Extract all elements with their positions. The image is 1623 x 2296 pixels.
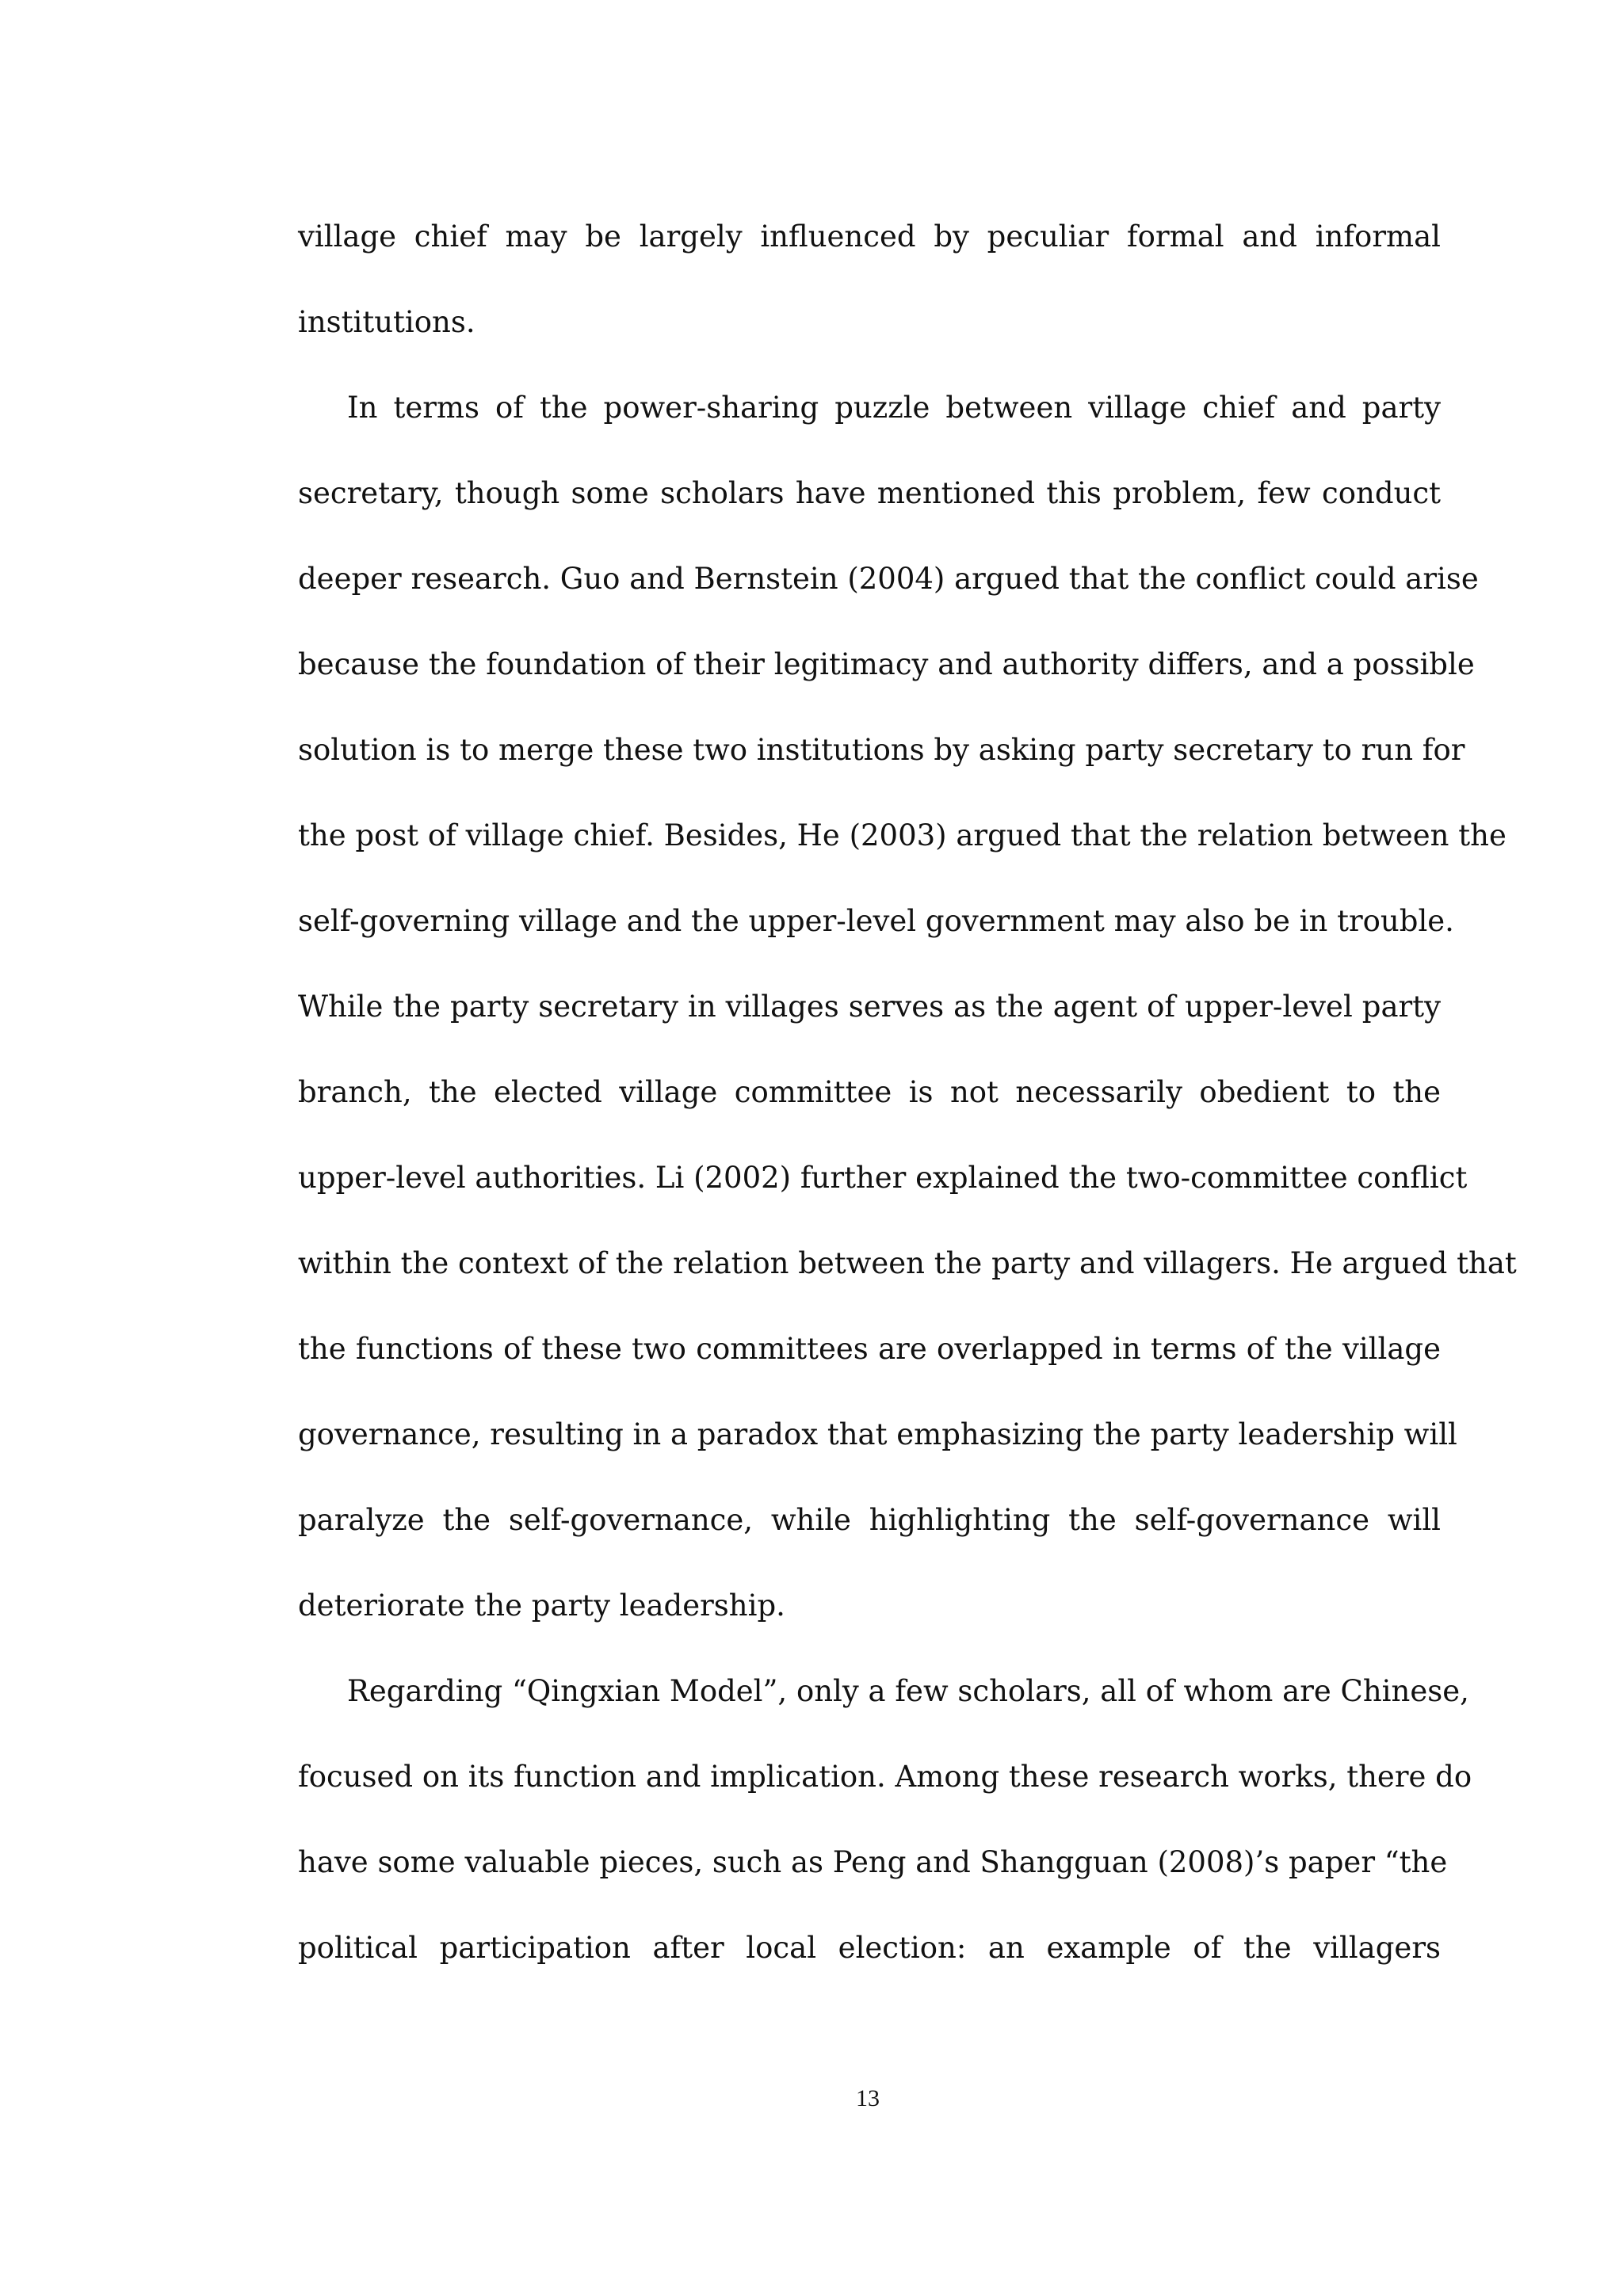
- text-line: upper-level authorities. Li (2002) further explained the two-committee conflict: [298, 1161, 1468, 1195]
- text-line: secretary, though some scholars have mentioned this problem, few conduct: [298, 476, 1441, 510]
- text-line: the functions of these two committees are overlapped in terms of the village: [298, 1332, 1441, 1366]
- paragraph: [298, 194, 1441, 365]
- text-line: village chief may be largely influenced by peculiar formal and informal: [298, 219, 1441, 254]
- text-line: branch, the elected village committee is not necessarily obedient to the: [298, 1075, 1441, 1109]
- text-line: institutions.: [298, 305, 475, 339]
- text-line: political participation after local election: an example of the villagers: [298, 1931, 1441, 1965]
- page-number: 13: [856, 2085, 880, 2111]
- text-line: within the context of the relation between the party and villagers. He argued that: [298, 1246, 1517, 1280]
- body-text: [298, 194, 1517, 1991]
- text-line: focused on its function and implication. Among these research works, there do: [298, 1760, 1472, 1794]
- paragraph: [298, 365, 1517, 1649]
- text-line: Regarding “Qingxian Model”, only a few scholars, all of whom are Chinese,: [347, 1674, 1469, 1708]
- text-line: paralyze the self-governance, while highlighting the self-governance will: [298, 1503, 1441, 1537]
- text-line: In terms of the power-sharing puzzle between village chief and party: [347, 391, 1441, 425]
- text-line: While the party secretary in villages serves as the agent of upper-level party: [298, 990, 1441, 1024]
- text-line: self-governing village and the upper-level government may also be in trouble.: [298, 904, 1454, 938]
- text-line: the post of village chief. Besides, He (2003) argued that the relation between the: [298, 818, 1507, 852]
- text-line: solution is to merge these two institutions by asking party secretary to run for: [298, 733, 1465, 767]
- text-line: because the foundation of their legitimacy and authority differs, and a possible: [298, 647, 1475, 681]
- text-line: have some valuable pieces, such as Peng and Shangguan (2008)’s paper “the: [298, 1845, 1448, 1879]
- text-line: deteriorate the party leadership.: [298, 1589, 785, 1623]
- text-line: governance, resulting in a paradox that emphasizing the party leadership will: [298, 1417, 1457, 1451]
- paragraph: [298, 1649, 1472, 1991]
- text-line: deeper research. Guo and Bernstein (2004) argued that the conflict could arise: [298, 562, 1479, 596]
